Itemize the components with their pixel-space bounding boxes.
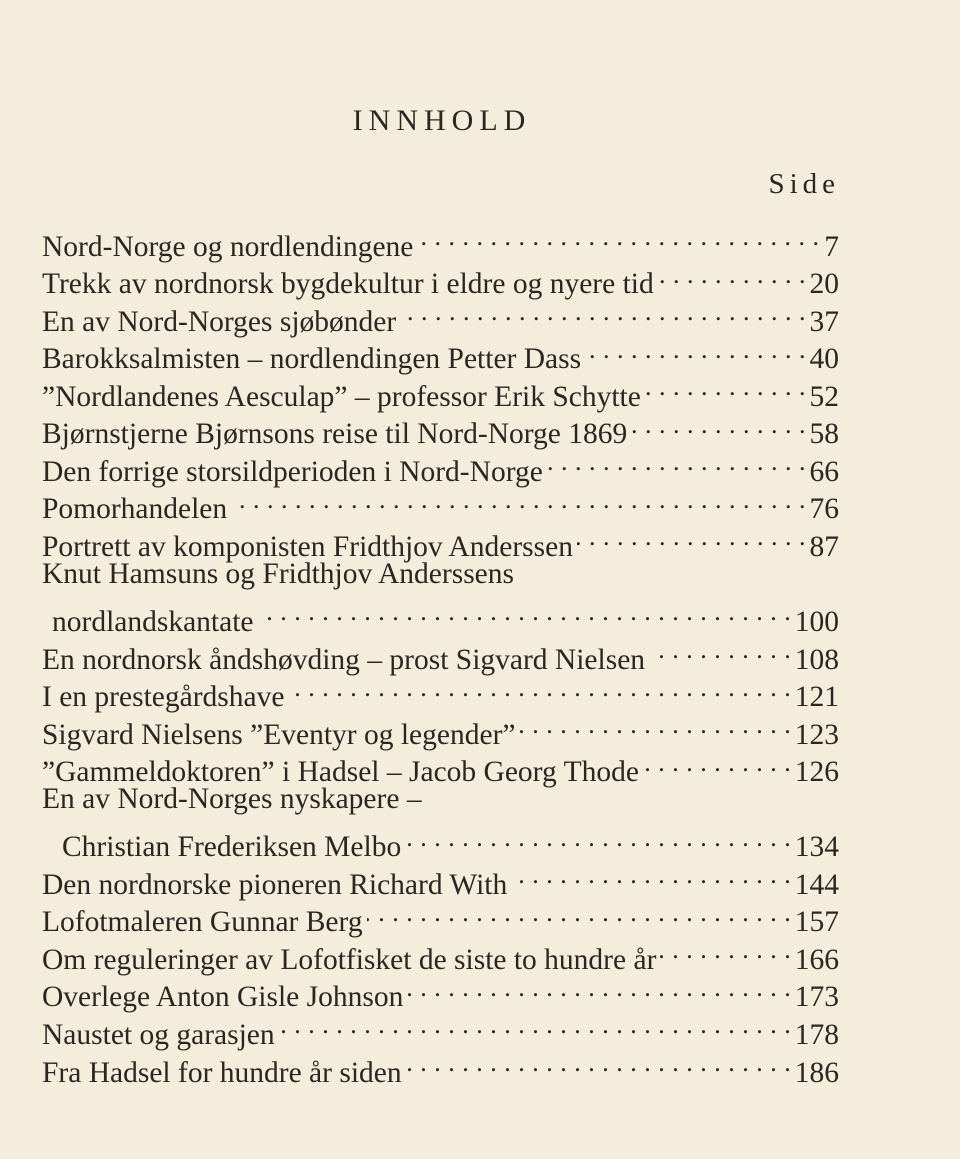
toc-entry-page: 58	[809, 418, 839, 451]
dot-leader	[279, 1006, 791, 1044]
toc-entry-page: 123	[794, 718, 839, 751]
toc-entry-title: Bjørnstjerne Bjørnsons reise til Nord-Norge 1869	[42, 418, 628, 451]
toc-entry-page: 178	[794, 1019, 839, 1052]
dot-leader	[645, 368, 806, 406]
dot-leader	[585, 331, 805, 369]
dot-leader	[643, 744, 791, 782]
dot-leader	[511, 856, 791, 894]
dot-leader	[417, 218, 819, 256]
toc-entry-page: 157	[794, 906, 839, 939]
toc-entry-title: Sigvard Nielsens ”Eventyr og legender”	[42, 718, 516, 751]
toc-entry-page: 173	[794, 981, 839, 1014]
dot-leader	[258, 593, 791, 631]
toc-entry-page: 166	[794, 943, 839, 976]
toc-entry	[42, 819, 839, 864]
dot-leader	[658, 256, 806, 294]
toc-entry-page: 66	[809, 455, 839, 488]
toc-entry-page: 126	[794, 756, 839, 789]
toc-entry-title: Christian Frederiksen Melbo	[62, 831, 402, 864]
toc-entry-title: ”Nordlandenes Aesculap” – professor Erik Schytte	[42, 380, 641, 413]
toc-entry-title: Pomorhandelen	[42, 493, 228, 526]
dot-leader	[660, 931, 790, 969]
toc-entry-title: Barokksalmisten – nordlendingen Petter Dass	[42, 343, 582, 376]
toc-entry-page: 121	[794, 681, 839, 714]
toc-entry-page: 100	[794, 606, 839, 639]
toc-entry-title: I en prestegårdshave	[42, 681, 285, 714]
dot-leader	[288, 669, 790, 707]
toc-entry-page: 52	[809, 380, 839, 413]
dot-leader	[367, 894, 791, 932]
dot-leader	[405, 819, 791, 857]
dot-leader	[631, 406, 805, 444]
dot-leader	[519, 706, 790, 744]
page-title: INNHOLD	[352, 104, 532, 137]
toc-entry	[42, 218, 839, 263]
table-of-contents	[42, 218, 839, 1089]
toc-entry-title: Overlege Anton Gisle Johnson	[42, 981, 404, 1014]
toc-entry-page: 76	[809, 493, 839, 526]
toc-entry-page: 40	[809, 343, 839, 376]
toc-entry-title: Trekk av nordnorsk bygdekultur i eldre og nyere tid	[42, 268, 654, 301]
dot-leader	[407, 969, 790, 1007]
dot-leader	[406, 1044, 791, 1082]
toc-entry-title: ”Gammeldoktoren” i Hadsel – Jacob Georg Thode	[42, 756, 639, 789]
toc-entry-page: 7	[824, 230, 839, 263]
toc-entry-title: Nord-Norge og nordlendingene	[42, 230, 414, 263]
toc-entry-title: Den forrige storsildperioden i Nord-Norge	[42, 455, 543, 488]
toc-entry-title: Naustet og garasjen	[42, 1019, 275, 1052]
toc-entry	[42, 593, 839, 639]
toc-entry-page: 37	[809, 305, 839, 338]
toc-entry-page: 87	[809, 530, 839, 563]
toc-entry-title: Lofotmaleren Gunnar Berg	[42, 906, 363, 939]
toc-entry-title: Fra Hadsel for hundre år siden	[42, 1056, 402, 1089]
toc-entry-title: nordlandskantate	[52, 606, 254, 639]
toc-entry-page: 134	[794, 831, 839, 864]
dot-leader	[649, 631, 791, 669]
page-column-label: Side	[768, 168, 840, 200]
dot-leader	[577, 518, 806, 556]
dot-leader	[547, 443, 806, 481]
toc-entry-page: 20	[809, 268, 839, 301]
dot-leader	[400, 293, 805, 331]
toc-entry	[42, 556, 839, 594]
toc-entry-title: En av Nord-Norges nyskapere –	[42, 783, 422, 816]
toc-entry-page: 108	[794, 643, 839, 676]
toc-entry-page: 144	[794, 868, 839, 901]
toc-entry-title: En av Nord-Norges sjøbønder	[42, 305, 397, 338]
toc-entry-page: 186	[794, 1056, 839, 1089]
toc-entry-title: En nordnorsk åndshøvding – prost Sigvard Nielsen	[42, 643, 646, 676]
toc-entry-title: Den nordnorske pioneren Richard With	[42, 868, 508, 901]
toc-entry-title: Knut Hamsuns og Fridthjov Anderssens	[42, 557, 514, 590]
dot-leader	[231, 481, 805, 519]
toc-entry-title: Portrett av komponisten Fridthjov Anderssen	[42, 530, 573, 563]
toc-entry-title: Om reguleringer av Lofotfisket de siste to hundre år	[42, 943, 657, 976]
